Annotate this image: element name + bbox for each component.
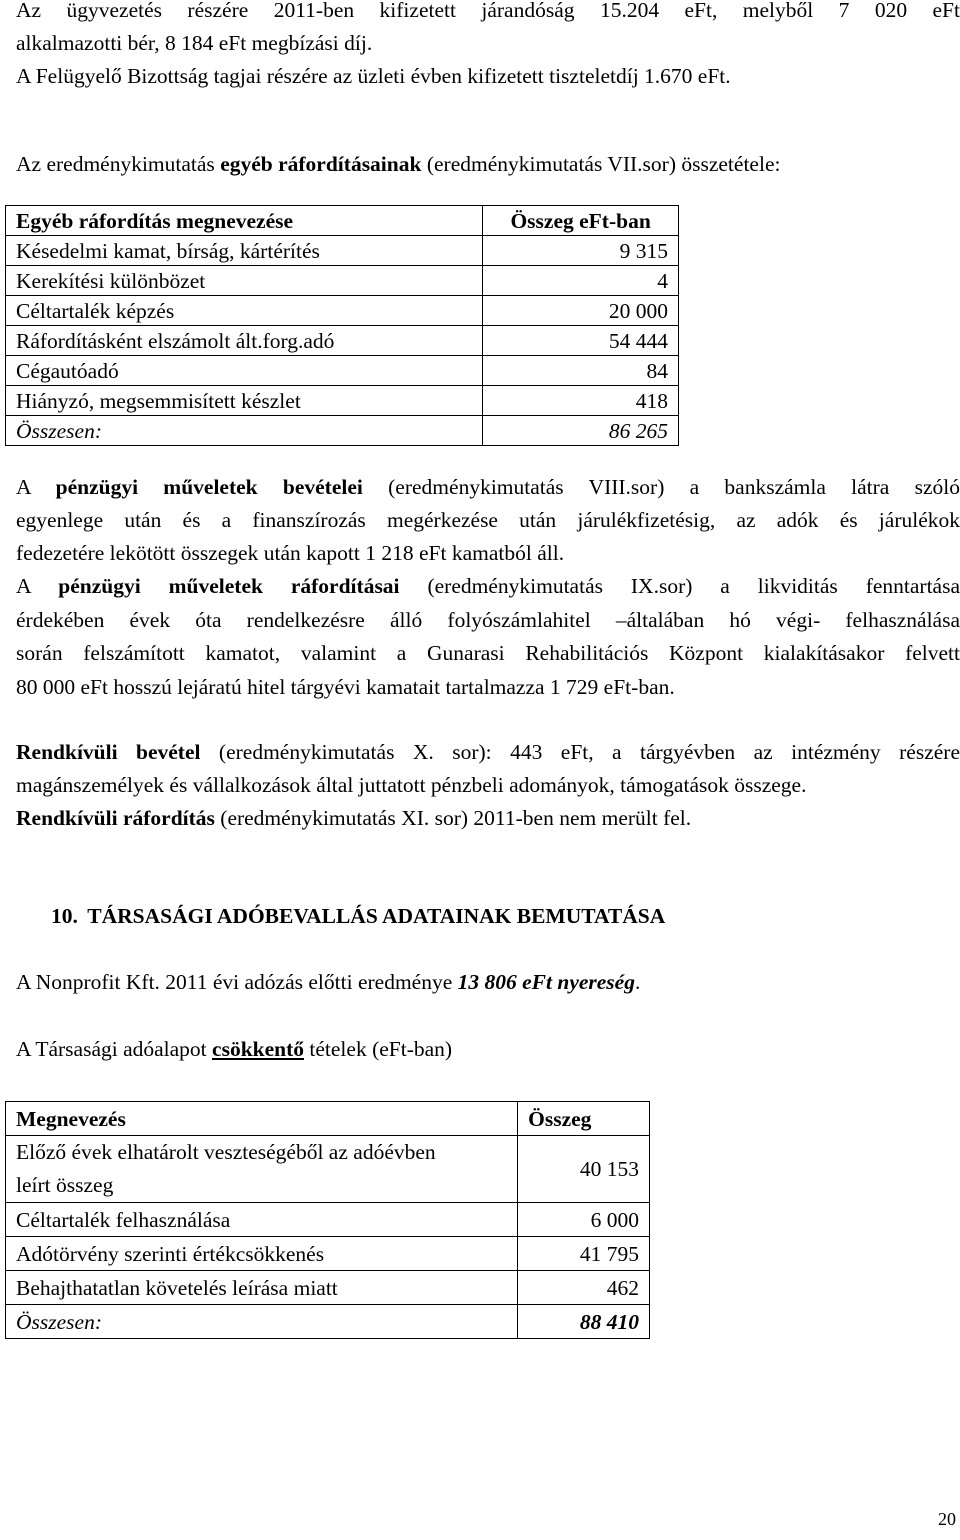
table-row bbox=[6, 1271, 650, 1305]
table-cell: Cégautóadó bbox=[6, 356, 483, 386]
table-cell: Céltartalék felhasználása bbox=[6, 1203, 518, 1237]
table-header-row bbox=[6, 1102, 650, 1136]
tarsasagi-adoalap-line: A Társasági adóalapot csökkentő tételek (eFt-ban) bbox=[16, 1037, 453, 1061]
nonprofit-result-line: A Nonprofit Kft. 2011 évi adózás előtti eredménye 13 806 eFt nyereség. bbox=[16, 970, 641, 994]
table-cell: 20 000 bbox=[483, 296, 679, 326]
penzugyi-raforditasai-line-4: 80 000 eFt hosszú lejáratú hitel tárgyévi kamatait tartalmazza 1 729 eFt-ban. bbox=[16, 675, 675, 699]
table-cell: Kerekítési különbözet bbox=[6, 266, 483, 296]
penzugyi-bevetelei-line-2: egyenlege után és a finanszírozás megérkezése után járulékfizetésig, az adók és járulékok bbox=[16, 508, 960, 532]
rendkivuli-bevetel-line-1: Rendkívüli bevétel (eredménykimutatás X. sor): 443 eFt, a tárgyévben az intézmény részére bbox=[16, 740, 960, 764]
table-cell: 40 153 bbox=[518, 1136, 650, 1203]
table-header-cell: Egyéb ráfordítás megnevezése bbox=[6, 206, 483, 236]
table-cell: 54 444 bbox=[483, 326, 679, 356]
penzugyi-raforditasai-line-2: érdekében évek óta rendelkezésre álló folyószámlahitel –általában hó végi- felhasználása bbox=[16, 608, 960, 632]
table-cell: Behajthatatlan követelés leírása miatt bbox=[6, 1271, 518, 1305]
table-cell: 462 bbox=[518, 1271, 650, 1305]
egyeb-raforditas-table bbox=[5, 205, 679, 446]
table-cell: 4 bbox=[483, 266, 679, 296]
table-row bbox=[6, 296, 679, 326]
table-cell: Céltartalék képzés bbox=[6, 296, 483, 326]
table-cell: 6 000 bbox=[518, 1203, 650, 1237]
table-row bbox=[6, 236, 679, 266]
table-total-label: Összesen: bbox=[6, 1305, 518, 1339]
table-total-value: 86 265 bbox=[483, 416, 679, 446]
table-row bbox=[6, 1136, 650, 1203]
table-total-label: Összesen: bbox=[6, 416, 483, 446]
table-total-row bbox=[6, 1305, 650, 1339]
table-row bbox=[6, 1237, 650, 1271]
section-number: 10. bbox=[51, 904, 78, 928]
penzugyi-raforditasai-line-1: A pénzügyi műveletek ráfordításai (eredménykimutatás IX.sor) a likviditás fenntartása bbox=[16, 574, 960, 598]
table-row bbox=[6, 326, 679, 356]
tarsasagi-ado-table bbox=[5, 1101, 650, 1339]
table-row bbox=[6, 386, 679, 416]
table-cell: 418 bbox=[483, 386, 679, 416]
penzugyi-bevetelei-line-1: A pénzügyi műveletek bevételei (eredménykimutatás VIII.sor) a bankszámla látra szóló bbox=[16, 475, 960, 499]
table-total-value: 88 410 bbox=[518, 1305, 650, 1339]
section-title: TÁRSASÁGI ADÓBEVALLÁS ADATAINAK BEMUTATÁSA bbox=[87, 904, 666, 928]
table-cell: 84 bbox=[483, 356, 679, 386]
table-cell: Adótörvény szerinti értékcsökkenés bbox=[6, 1237, 518, 1271]
egyeb-intro: Az eredménykimutatás egyéb ráfordításainak (eredménykimutatás VII.sor) összetétele: bbox=[16, 152, 781, 176]
table-cell: 9 315 bbox=[483, 236, 679, 266]
table-cell: Hiányzó, megsemmisített készlet bbox=[6, 386, 483, 416]
table-row bbox=[6, 356, 679, 386]
page-number: 20 bbox=[938, 1509, 956, 1529]
penzugyi-raforditasai-line-3: során felszámított kamatot, valamint a Gunarasi Rehabilitációs Központ kialakításakor felvett bbox=[16, 641, 960, 665]
table-header-row bbox=[6, 206, 679, 236]
table-cell: Késedelmi kamat, bírság, kártérítés bbox=[6, 236, 483, 266]
table-row bbox=[6, 266, 679, 296]
table-cell: Előző évek elhatárolt veszteségéből az adóévben leírt összeg bbox=[6, 1136, 518, 1203]
table-header-cell: Összeg bbox=[518, 1102, 650, 1136]
intro-line-1: Az ügyvezetés részére 2011-ben kifizetett járandóság 15.204 eFt, melyből 7 020 eFt bbox=[16, 0, 960, 22]
table-cell: Ráfordításként elszámolt ált.forg.adó bbox=[6, 326, 483, 356]
table-header-cell: Megnevezés bbox=[6, 1102, 518, 1136]
rendkivuli-raforditas-line: Rendkívüli ráfordítás (eredménykimutatás XI. sor) 2011-ben nem merült fel. bbox=[16, 806, 692, 830]
table-cell: 41 795 bbox=[518, 1237, 650, 1271]
section-heading bbox=[51, 900, 665, 933]
penzugyi-bevetelei-line-3: fedezetére lekötött összegek után kapott 1 218 eFt kamatból áll. bbox=[16, 541, 565, 565]
table-total-row bbox=[6, 416, 679, 446]
intro-line-2: alkalmazotti bér, 8 184 eFt megbízási díj. bbox=[16, 31, 373, 55]
table-header-cell: Összeg eFt-ban bbox=[483, 206, 679, 236]
intro-line-3: A Felügyelő Bizottság tagjai részére az üzleti évben kifizetett tiszteletdíj 1.670 eFt. bbox=[16, 64, 731, 88]
table-row bbox=[6, 1203, 650, 1237]
rendkivuli-bevetel-line-2: magánszemélyek és vállalkozások által juttatott pénzbeli adományok, támogatások összege. bbox=[16, 773, 807, 797]
